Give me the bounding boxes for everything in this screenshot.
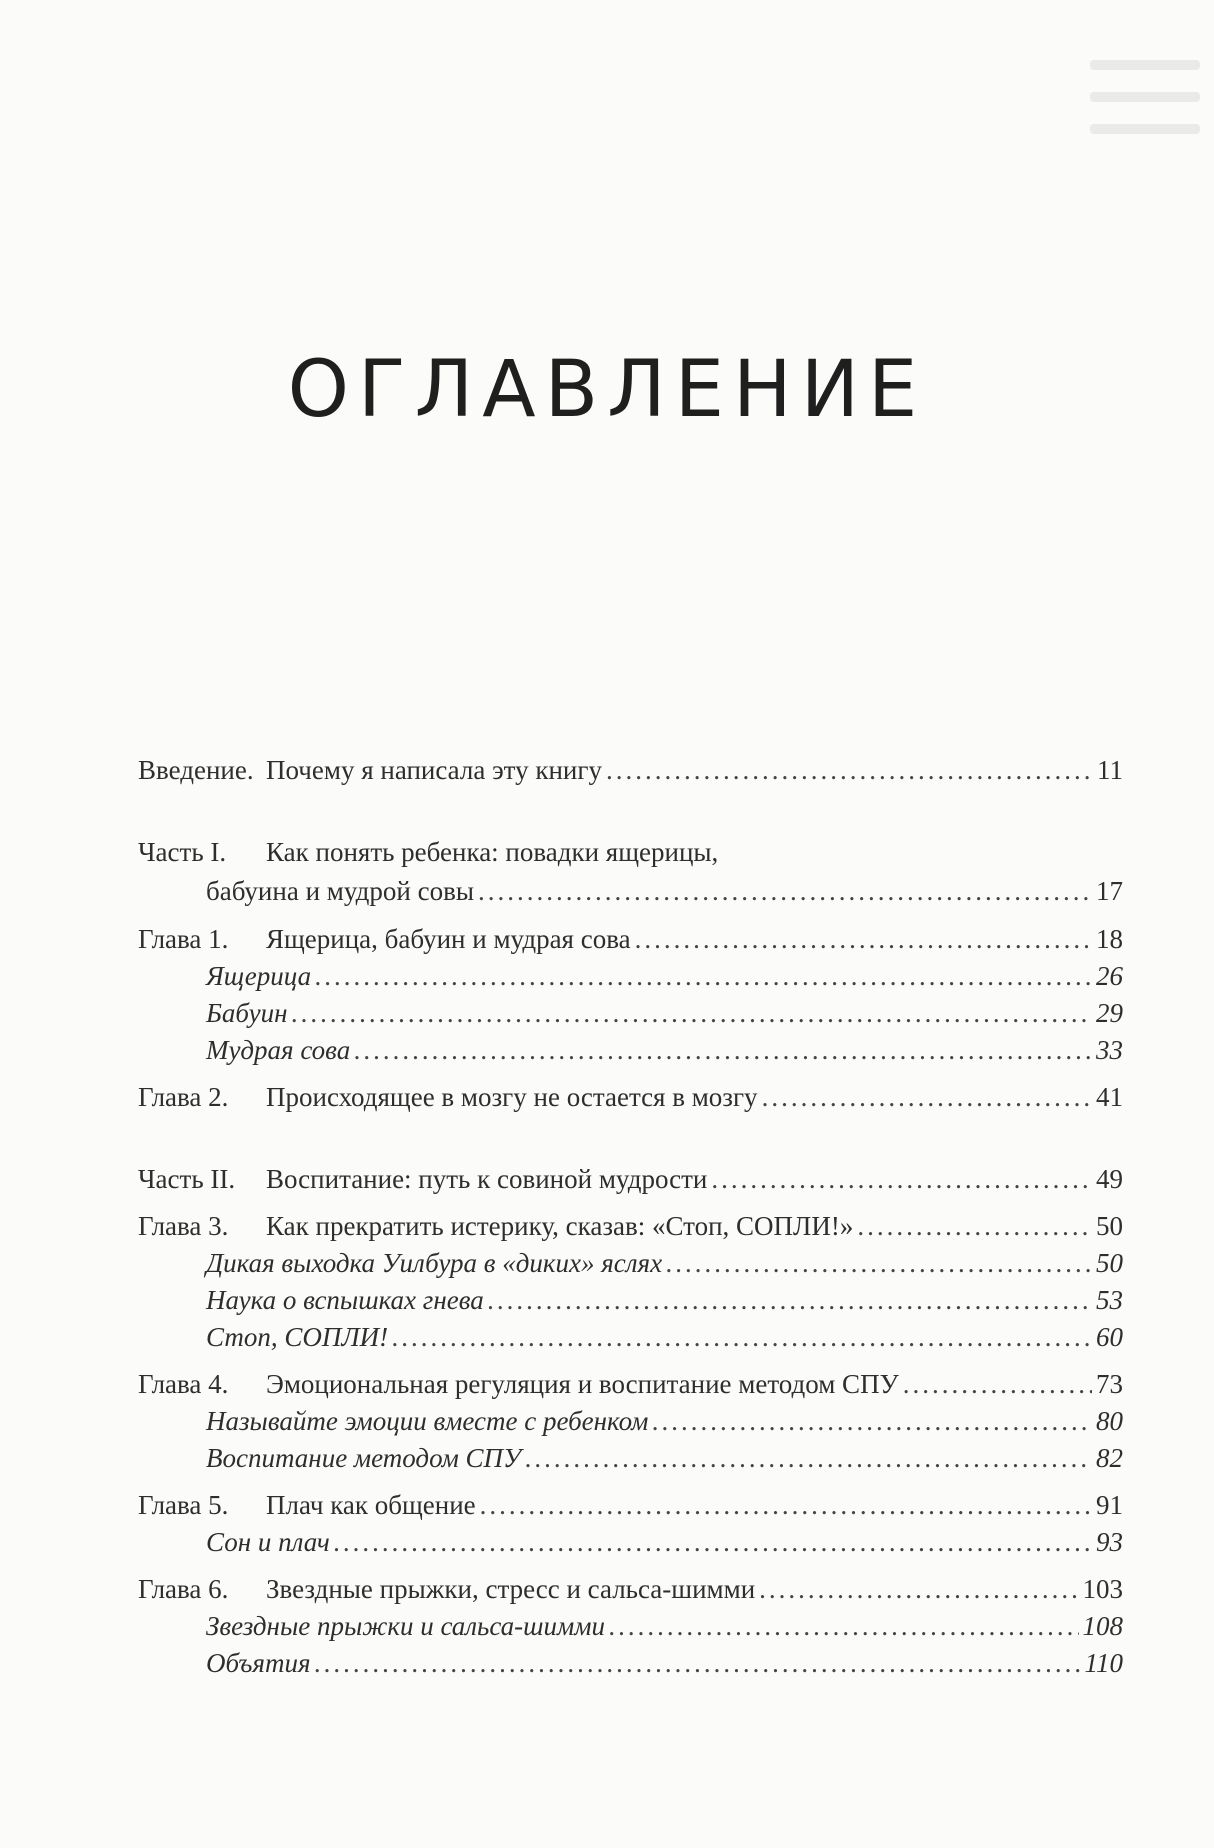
toc-page-number: 11 (1097, 755, 1123, 785)
toc-entry-title: Воспитание: путь к совиной мудрости (266, 1164, 708, 1194)
toc-entry-part-1-continuation[interactable] (138, 871, 1123, 911)
toc-page-number: 80 (1096, 1406, 1123, 1436)
toc-page-number: 17 (1096, 876, 1123, 906)
toc-entry-chapter-6[interactable] (138, 1571, 1123, 1608)
toc-page-number: 103 (1082, 1574, 1123, 1604)
toc-subentry-title: Наука о вспышках гнева (206, 1285, 484, 1315)
dot-leader (759, 1571, 1078, 1608)
toc-subentry[interactable] (138, 1282, 1123, 1319)
toc-subentry[interactable] (138, 1245, 1123, 1282)
toc-subentry[interactable] (138, 1524, 1123, 1561)
dot-leader (354, 1032, 1092, 1069)
toc-entry-title: Звездные прыжки, стресс и сальса-шимми (266, 1574, 756, 1604)
toc-subentry[interactable] (138, 1440, 1123, 1477)
toc-entry-label: Глава 6. (138, 1574, 229, 1604)
toc-entry-chapter-3[interactable] (138, 1208, 1123, 1245)
dot-leader (480, 1487, 1092, 1524)
toc-page-number: 33 (1096, 1035, 1123, 1065)
toc-entry-label: Глава 2. (138, 1082, 229, 1112)
dot-leader (334, 1524, 1092, 1561)
dot-leader (292, 995, 1092, 1032)
dot-leader (315, 1645, 1081, 1682)
toc-entry-label: Часть II. (138, 1164, 236, 1194)
toc-subentry-title: Бабуин (206, 998, 288, 1028)
dot-leader (392, 1319, 1092, 1356)
toc-entry-title: Как понять ребенка: повадки ящерицы, (266, 837, 719, 867)
toc-page-number: 29 (1096, 998, 1123, 1028)
toc-subentry-title: Объятия (206, 1648, 311, 1678)
toc-entry-title: Происходящее в мозгу не остается в мозгу (266, 1082, 758, 1112)
dot-leader (635, 921, 1092, 958)
dot-leader (711, 1161, 1092, 1198)
toc-page-number: 49 (1096, 1164, 1123, 1194)
toc-entry-title: Плач как общение (266, 1490, 476, 1520)
dot-leader (315, 958, 1092, 995)
toc-entry-label: Глава 1. (138, 924, 229, 954)
toc-subentry[interactable] (138, 1032, 1123, 1069)
toc-entry-introduction[interactable] (138, 752, 1123, 789)
toc-entry-label: Глава 5. (138, 1490, 229, 1520)
toc-page-number: 60 (1096, 1322, 1123, 1352)
bleed-through-text (1090, 60, 1200, 180)
toc-subentry[interactable] (138, 958, 1123, 995)
dot-leader (666, 1245, 1092, 1282)
toc-entry-label: Глава 3. (138, 1211, 229, 1241)
toc-subentry-title: Сон и плач (206, 1527, 330, 1557)
toc-page-number: 18 (1096, 924, 1123, 954)
dot-leader (609, 1608, 1079, 1645)
toc-page-number: 50 (1096, 1248, 1123, 1278)
toc-entry-label: Введение. (138, 755, 254, 785)
toc-subentry[interactable] (138, 1608, 1123, 1645)
toc-page-number: 50 (1096, 1211, 1123, 1241)
toc-page-number: 73 (1096, 1369, 1123, 1399)
toc-page-number: 110 (1084, 1648, 1123, 1678)
dot-leader (652, 1403, 1092, 1440)
toc-subentry-title: Называйте эмоции вместе с ребенком (206, 1406, 649, 1436)
toc-page-number: 41 (1096, 1082, 1123, 1112)
toc-entry-chapter-4[interactable] (138, 1366, 1123, 1403)
toc-entry-title: Почему я написала эту книгу (266, 755, 602, 785)
toc-page-number: 26 (1096, 961, 1123, 991)
toc-subentry-title: Звездные прыжки и сальса-шимми (206, 1611, 605, 1641)
toc-entry-title: Эмоциональная регуляция и воспитание методом СПУ (266, 1369, 899, 1399)
toc-subentry[interactable] (138, 1319, 1123, 1356)
page-title: ОГЛАВЛЕНИЕ (287, 345, 927, 435)
toc-page-number: 53 (1096, 1285, 1123, 1315)
dot-leader (606, 752, 1093, 789)
toc-subentry-title: Дикая выходка Уилбура в «диких» яслях (206, 1248, 663, 1278)
toc-page-number: 93 (1096, 1527, 1123, 1557)
toc-subentry[interactable] (138, 1403, 1123, 1440)
toc-entry-label: Часть I. (138, 837, 227, 867)
toc-entry-label: Глава 4. (138, 1369, 229, 1399)
toc-subentry-title: Воспитание методом СПУ (206, 1443, 522, 1473)
toc-entry-chapter-1[interactable] (138, 921, 1123, 958)
toc-entry-title-continuation: бабуина и мудрой совы (206, 876, 474, 906)
toc-subentry-title: Ящерица (206, 961, 312, 991)
toc-entry-part-2[interactable] (138, 1161, 1123, 1198)
toc-subentry[interactable] (138, 995, 1123, 1032)
toc-page-number: 108 (1082, 1611, 1123, 1641)
dot-leader (478, 871, 1092, 911)
table-of-contents (138, 752, 1123, 1682)
toc-subentry[interactable] (138, 1645, 1123, 1682)
dot-leader (525, 1440, 1092, 1477)
toc-subentry-title: Стоп, СОПЛИ! (206, 1322, 389, 1352)
toc-subentry-title: Мудрая сова (206, 1035, 351, 1065)
toc-entry-chapter-2[interactable] (138, 1079, 1123, 1116)
toc-entry-title: Как прекратить истерику, сказав: «Стоп, СОПЛИ!» (266, 1211, 854, 1241)
dot-leader (903, 1366, 1092, 1403)
toc-entry-chapter-5[interactable] (138, 1487, 1123, 1524)
toc-page-number: 82 (1096, 1443, 1123, 1473)
toc-entry-part-1[interactable] (138, 834, 1123, 871)
toc-page-number: 91 (1096, 1490, 1123, 1520)
dot-leader (857, 1208, 1092, 1245)
dot-leader (488, 1282, 1092, 1319)
dot-leader (762, 1079, 1092, 1116)
toc-entry-title: Ящерица, бабуин и мудрая сова (266, 924, 631, 954)
